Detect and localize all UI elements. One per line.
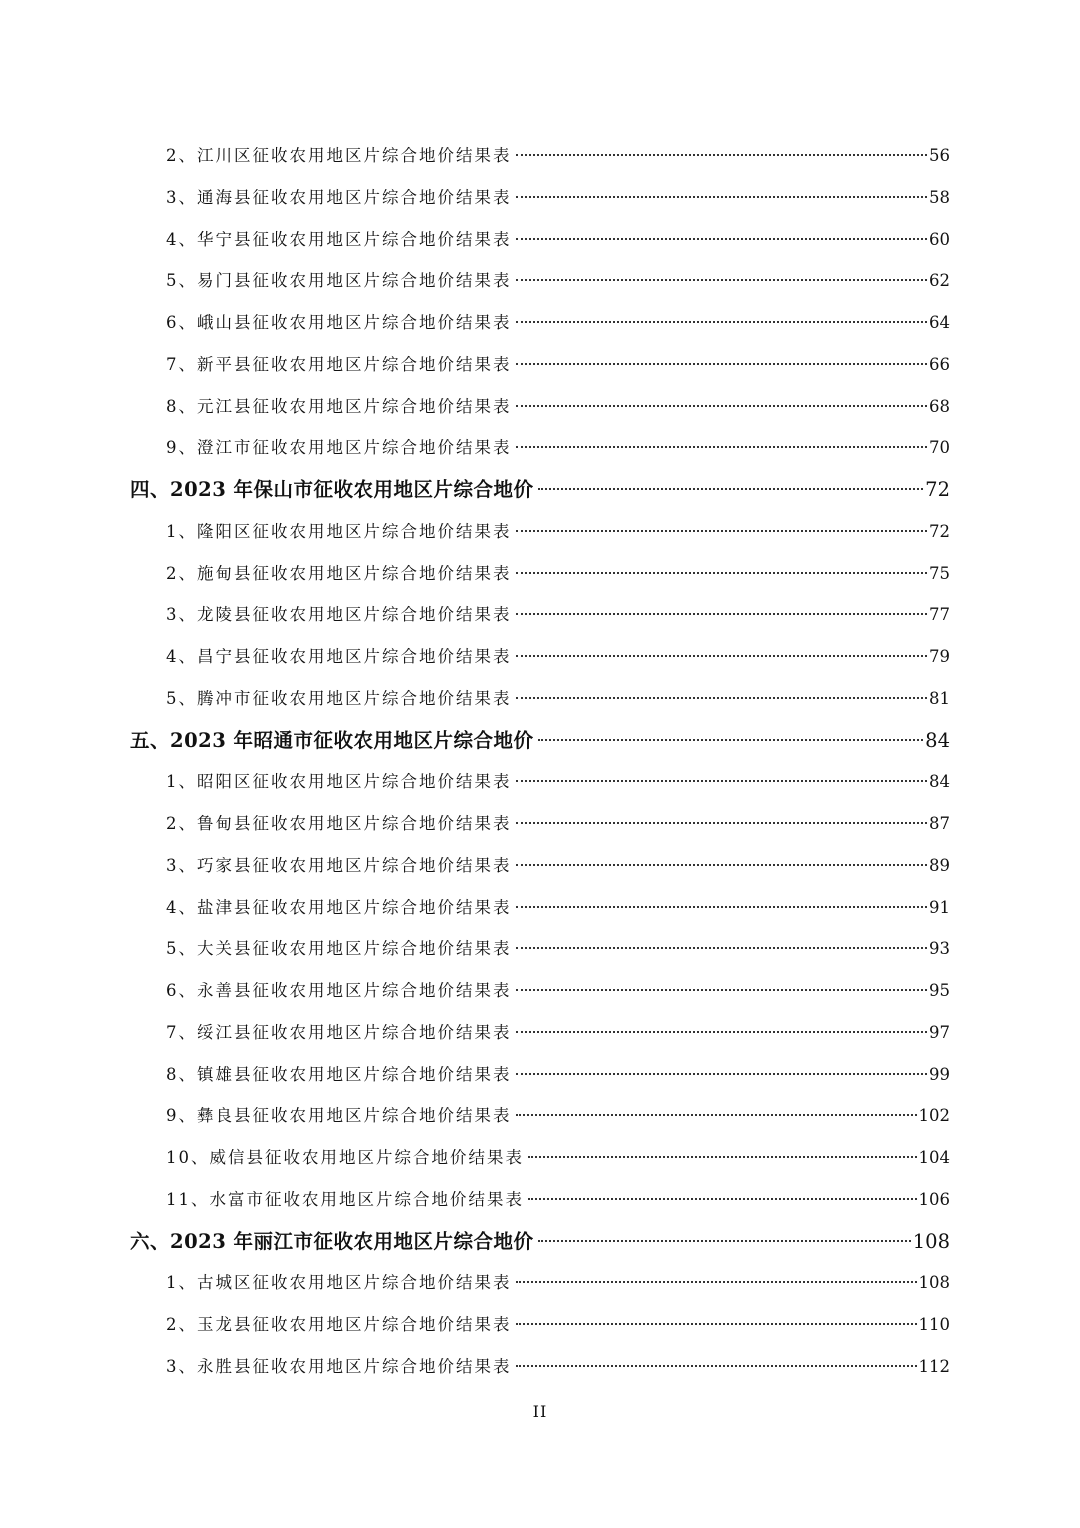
toc-entry-page-number: 68 bbox=[929, 396, 950, 416]
toc-entry-page-number: 58 bbox=[929, 187, 950, 207]
toc-entry[interactable] bbox=[0, 887, 1080, 929]
toc-entry-label: 四、2023 年保山市征收农用地区片综合地价 bbox=[130, 478, 534, 501]
toc-entry[interactable] bbox=[0, 219, 1080, 261]
toc-entry-label: 2、玉龙县征收农用地区片综合地价结果表 bbox=[166, 1315, 512, 1334]
toc-entry-label: 五、2023 年昭通市征收农用地区片综合地价 bbox=[130, 728, 534, 752]
toc-dot-leader bbox=[516, 321, 928, 323]
toc-entry-label: 1、昭阳区征收农用地区片综合地价结果表 bbox=[166, 772, 512, 792]
toc-entry-page-number: 64 bbox=[929, 313, 950, 332]
toc-entry-label: 8、元江县征收农用地区片综合地价结果表 bbox=[166, 396, 512, 416]
toc-entry[interactable] bbox=[0, 427, 1080, 469]
toc-entry-label: 10、威信县征收农用地区片综合地价结果表 bbox=[166, 1148, 524, 1167]
toc-entry-page-number: 108 bbox=[912, 1229, 950, 1253]
toc-entry[interactable] bbox=[0, 1179, 1080, 1221]
toc-entry-page-number: 95 bbox=[929, 981, 950, 1000]
toc-entry-label: 5、大关县征收农用地区片综合地价结果表 bbox=[166, 939, 512, 959]
toc-entry-page-number: 84 bbox=[929, 772, 950, 792]
toc-dot-leader bbox=[538, 488, 924, 490]
toc-entry-page-number: 89 bbox=[929, 855, 950, 875]
toc-dot-leader bbox=[516, 238, 928, 240]
toc-entry[interactable] bbox=[0, 1054, 1080, 1096]
toc-entry-page-number: 60 bbox=[929, 229, 950, 249]
toc-entry-page-number: 99 bbox=[929, 1064, 950, 1084]
toc-dot-leader bbox=[516, 405, 928, 407]
toc-dot-leader bbox=[516, 279, 928, 281]
toc-entry[interactable] bbox=[0, 803, 1080, 845]
toc-entry-page-number: 112 bbox=[918, 1356, 950, 1376]
toc-entry-page-number: 79 bbox=[929, 647, 950, 666]
toc-dot-leader bbox=[516, 613, 928, 615]
toc-dot-leader bbox=[516, 1323, 917, 1325]
toc-entry-label: 4、昌宁县征收农用地区片综合地价结果表 bbox=[166, 647, 512, 666]
toc-entry-label: 7、新平县征收农用地区片综合地价结果表 bbox=[166, 354, 512, 374]
toc-entry[interactable] bbox=[0, 678, 1080, 720]
toc-entry[interactable] bbox=[0, 1137, 1080, 1179]
toc-entry[interactable] bbox=[0, 1346, 1080, 1388]
toc-section-entry[interactable] bbox=[0, 720, 1080, 762]
toc-dot-leader bbox=[516, 655, 928, 657]
toc-entry-label: 9、澄江市征收农用地区片综合地价结果表 bbox=[166, 438, 512, 458]
toc-entry-page-number: 102 bbox=[918, 1106, 950, 1126]
toc-entry[interactable] bbox=[0, 553, 1080, 595]
toc-entry-page-number: 56 bbox=[929, 146, 950, 165]
toc-entry-label: 5、腾冲市征收农用地区片综合地价结果表 bbox=[166, 688, 512, 708]
toc-entry[interactable] bbox=[0, 928, 1080, 970]
toc-entry[interactable] bbox=[0, 386, 1080, 428]
toc-entry-page-number: 110 bbox=[918, 1315, 950, 1334]
table-of-contents bbox=[0, 135, 1080, 1388]
toc-entry-label: 2、施甸县征收农用地区片综合地价结果表 bbox=[166, 563, 512, 583]
toc-dot-leader bbox=[516, 530, 928, 532]
toc-dot-leader bbox=[528, 1156, 917, 1158]
toc-entry[interactable] bbox=[0, 761, 1080, 803]
toc-entry[interactable] bbox=[0, 1262, 1080, 1304]
toc-dot-leader bbox=[538, 739, 924, 741]
toc-entry-label: 3、巧家县征收农用地区片综合地价结果表 bbox=[166, 855, 512, 875]
toc-entry-page-number: 77 bbox=[929, 605, 950, 625]
toc-entry[interactable] bbox=[0, 302, 1080, 344]
toc-entry[interactable] bbox=[0, 845, 1080, 887]
toc-entry-page-number: 75 bbox=[929, 563, 950, 583]
toc-entry[interactable] bbox=[0, 970, 1080, 1012]
toc-dot-leader bbox=[516, 822, 928, 824]
toc-entry[interactable] bbox=[0, 1304, 1080, 1346]
toc-entry-page-number: 72 bbox=[929, 521, 950, 541]
toc-entry-page-number: 97 bbox=[929, 1022, 950, 1042]
toc-entry-label: 7、绥江县征收农用地区片综合地价结果表 bbox=[166, 1022, 512, 1042]
toc-entry-page-number: 108 bbox=[918, 1273, 950, 1293]
toc-entry-label: 1、古城区征收农用地区片综合地价结果表 bbox=[166, 1273, 512, 1293]
toc-entry[interactable] bbox=[0, 260, 1080, 302]
toc-entry[interactable] bbox=[0, 1012, 1080, 1054]
toc-entry-label: 6、峨山县征收农用地区片综合地价结果表 bbox=[166, 313, 512, 332]
toc-dot-leader bbox=[516, 780, 928, 782]
toc-entry[interactable] bbox=[0, 177, 1080, 219]
toc-entry-page-number: 104 bbox=[918, 1148, 950, 1167]
toc-entry-label: 4、盐津县征收农用地区片综合地价结果表 bbox=[166, 897, 512, 917]
toc-entry[interactable] bbox=[0, 636, 1080, 678]
toc-entry-label: 11、水富市征收农用地区片综合地价结果表 bbox=[166, 1189, 524, 1209]
toc-entry-label: 3、永胜县征收农用地区片综合地价结果表 bbox=[166, 1356, 512, 1376]
toc-entry-label: 5、易门县征收农用地区片综合地价结果表 bbox=[166, 271, 512, 291]
toc-section-entry[interactable] bbox=[0, 469, 1080, 511]
toc-dot-leader bbox=[516, 572, 928, 574]
toc-dot-leader bbox=[516, 363, 928, 365]
toc-entry-label: 1、隆阳区征收农用地区片综合地价结果表 bbox=[166, 521, 512, 541]
toc-entry[interactable] bbox=[0, 1095, 1080, 1137]
toc-entry[interactable] bbox=[0, 135, 1080, 177]
toc-dot-leader bbox=[538, 1240, 911, 1242]
toc-section-entry[interactable] bbox=[0, 1221, 1080, 1263]
toc-entry-page-number: 93 bbox=[929, 939, 950, 959]
toc-entry-label: 3、通海县征收农用地区片综合地价结果表 bbox=[166, 187, 512, 207]
toc-dot-leader bbox=[516, 864, 928, 866]
toc-entry-page-number: 72 bbox=[925, 478, 950, 501]
toc-entry-label: 2、江川区征收农用地区片综合地价结果表 bbox=[166, 146, 512, 165]
toc-entry-page-number: 66 bbox=[929, 354, 950, 374]
toc-entry[interactable] bbox=[0, 594, 1080, 636]
toc-dot-leader bbox=[516, 196, 928, 198]
toc-entry-label: 9、彝良县征收农用地区片综合地价结果表 bbox=[166, 1106, 512, 1126]
toc-entry-page-number: 87 bbox=[929, 814, 950, 833]
toc-entry-page-number: 81 bbox=[929, 688, 950, 708]
toc-dot-leader bbox=[516, 446, 928, 448]
page-number: II bbox=[532, 1402, 548, 1421]
toc-entry-page-number: 84 bbox=[925, 728, 950, 752]
toc-entry-label: 六、2023 年丽江市征收农用地区片综合地价 bbox=[130, 1229, 534, 1253]
toc-entry-label: 2、鲁甸县征收农用地区片综合地价结果表 bbox=[166, 814, 512, 833]
toc-entry-page-number: 106 bbox=[918, 1189, 950, 1209]
toc-entry[interactable] bbox=[0, 344, 1080, 386]
toc-dot-leader bbox=[516, 697, 928, 699]
toc-entry-page-number: 91 bbox=[929, 897, 950, 917]
toc-dot-leader bbox=[516, 1073, 928, 1075]
toc-dot-leader bbox=[516, 989, 928, 991]
toc-dot-leader bbox=[528, 1198, 917, 1200]
toc-entry-label: 8、镇雄县征收农用地区片综合地价结果表 bbox=[166, 1064, 512, 1084]
toc-entry-page-number: 70 bbox=[929, 438, 950, 458]
toc-entry-page-number: 62 bbox=[929, 271, 950, 291]
toc-dot-leader bbox=[516, 1114, 917, 1116]
toc-entry-label: 3、龙陵县征收农用地区片综合地价结果表 bbox=[166, 605, 512, 625]
toc-dot-leader bbox=[516, 154, 928, 156]
toc-dot-leader bbox=[516, 1031, 928, 1033]
toc-entry-label: 6、永善县征收农用地区片综合地价结果表 bbox=[166, 981, 512, 1000]
toc-dot-leader bbox=[516, 947, 928, 949]
toc-dot-leader bbox=[516, 1281, 917, 1283]
toc-dot-leader bbox=[516, 906, 928, 908]
toc-entry-label: 4、华宁县征收农用地区片综合地价结果表 bbox=[166, 229, 512, 249]
toc-dot-leader bbox=[516, 1365, 917, 1367]
toc-entry[interactable] bbox=[0, 511, 1080, 553]
